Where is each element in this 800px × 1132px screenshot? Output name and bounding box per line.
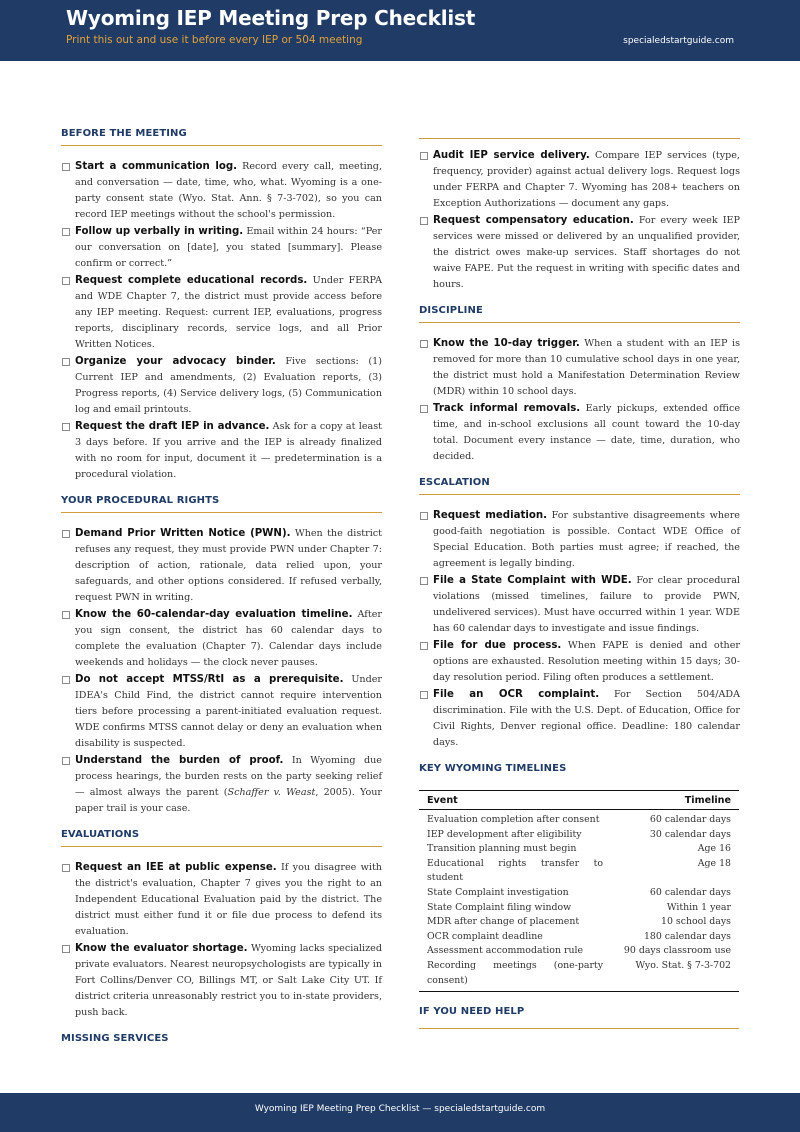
checklist-item bbox=[61, 159, 382, 223]
page-header bbox=[0, 0, 800, 61]
checkbox[interactable] bbox=[420, 340, 428, 348]
item-body: Under FERPA and WDE Chapter 7, the district must provide access before any IEP meeting. Request: current IEP, evaluations, progress reports, disciplinary records, service logs, and all Prior Written Notices. bbox=[75, 275, 382, 350]
item-head: Demand Prior Written Notice (PWN). bbox=[75, 528, 291, 539]
checklist-item bbox=[61, 941, 382, 1021]
item-body: Record every call, meeting, and conversation — date, time, who, what. Wyoming is a one-party consent state (Wyo. Stat. Ann. § 7-3-702), so you can record IEP meetings without the school's permission. bbox=[75, 161, 383, 220]
checklist-item bbox=[419, 573, 740, 637]
right-column bbox=[419, 138, 740, 1029]
page-subtitle: Print this out and use it before every IEP or 504 meeting bbox=[66, 34, 363, 46]
cell-timeline: Wyo. Stat. § 7-3-702 bbox=[635, 959, 731, 971]
cell-event: Recording meetings (one-party consent) bbox=[427, 959, 603, 986]
item-head: Request mediation. bbox=[433, 510, 547, 521]
cell-event: MDR after change of placement bbox=[427, 916, 580, 928]
checklist-item bbox=[61, 526, 382, 606]
checklist-item bbox=[419, 213, 740, 293]
checkbox[interactable] bbox=[62, 163, 70, 171]
header-site-link[interactable]: specialedstartguide.com bbox=[623, 36, 734, 46]
checkbox[interactable] bbox=[62, 864, 70, 872]
cell-event: Assessment accommodation rule bbox=[427, 945, 584, 957]
item-body: For clear procedural violations (missed timelines, failure to provide PWN, undelivered services). Must have occurred within 1 year. WDE has 60 calendar days to investigate and issue findings. bbox=[433, 575, 740, 634]
cell-timeline: 180 calendar days bbox=[643, 930, 731, 942]
checklist-item bbox=[419, 687, 740, 751]
checklist-item bbox=[61, 354, 382, 418]
section-title-escalation: ESCALATION bbox=[419, 477, 740, 495]
table-row bbox=[419, 901, 739, 916]
item-body: Ask for a copy at least 3 days before. If you arrive and the IEP is already finalized with no room for input, document it — predetermination is a procedural violation. bbox=[75, 421, 382, 480]
item-head: Understand the burden of proof. bbox=[75, 755, 284, 766]
page-footer bbox=[0, 1093, 800, 1132]
checkbox[interactable] bbox=[420, 405, 428, 413]
checkbox[interactable] bbox=[62, 228, 70, 236]
section-title-missing-services: MISSING SERVICES bbox=[61, 1033, 169, 1044]
checkbox[interactable] bbox=[62, 611, 70, 619]
checklist-item bbox=[61, 672, 382, 752]
item-head: Organize your advocacy binder. bbox=[75, 356, 276, 367]
checklist-item bbox=[61, 607, 382, 671]
item-head: Know the 10-day trigger. bbox=[433, 338, 580, 349]
table-row bbox=[419, 944, 739, 959]
table-row bbox=[419, 959, 739, 988]
item-head: Follow up verbally in writing. bbox=[75, 226, 244, 237]
checklist-item bbox=[419, 638, 740, 686]
item-body: For substantive disagreements where good-faith negotiation is possible. Contact WDE Office of Special Education. Both parties must agree; if reached, the agreement is legally binding. bbox=[433, 510, 740, 569]
item-body: Early pickups, extended office time, and in-school exclusions all count toward the 10-day total. Document every instance — date, time, duration, who decided. bbox=[433, 403, 741, 462]
item-head: Start a communication log. bbox=[75, 161, 238, 172]
checklist-item bbox=[61, 273, 382, 353]
table-header bbox=[419, 791, 739, 810]
cell-timeline: 90 days classroom use bbox=[623, 945, 731, 957]
table-row bbox=[419, 930, 739, 945]
section-title-timelines: KEY WYOMING TIMELINES bbox=[419, 763, 567, 774]
checklist-item bbox=[419, 401, 740, 465]
checkbox[interactable] bbox=[62, 945, 70, 953]
item-body: When a student with an IEP is removed for more than 10 cumulative school days in one year, the district must hold a Manifestation Determination Review (MDR) within 10 school days. bbox=[433, 338, 740, 397]
checklist-item bbox=[419, 336, 740, 400]
item-head: Audit IEP service delivery. bbox=[433, 150, 590, 161]
checklist-item bbox=[61, 419, 382, 483]
item-body: For Section 504/ADA discrimination. File with the U.S. Dept. of Education, Office for Civil Rights, Denver regional office. Deadline: 180 calendar days. bbox=[433, 689, 740, 748]
timelines-table bbox=[419, 790, 739, 992]
item-body: When the district refuses any request, they must provide PWN under Chapter 7: description of action, rationale, data relied upon, your safeguards, and other options considered. If refused verbally, request PWN in writing. bbox=[75, 528, 382, 603]
footer-text: Wyoming IEP Meeting Prep Checklist — specialedstartguide.com bbox=[254, 1104, 546, 1114]
checkbox[interactable] bbox=[62, 676, 70, 684]
checkbox[interactable] bbox=[420, 217, 428, 225]
table-row bbox=[419, 813, 739, 828]
item-head: Track informal removals. bbox=[433, 403, 581, 414]
item-body-text: , 2005). Your paper trail is your case. bbox=[75, 787, 382, 814]
cell-event: State Complaint investigation bbox=[427, 886, 569, 898]
cell-timeline: 30 calendar days bbox=[649, 828, 731, 840]
item-head: Request the draft IEP in advance. bbox=[75, 421, 270, 432]
item-body: Five sections: (1) Current IEP and amendments, (2) Evaluation reports, (3) Progress reports, (4) Service delivery logs, (5) Communication log and email printouts. bbox=[75, 356, 382, 415]
checkbox[interactable] bbox=[62, 530, 70, 538]
cell-timeline: 10 school days bbox=[661, 916, 731, 928]
checkbox[interactable] bbox=[62, 423, 70, 431]
section-title-rights: YOUR PROCEDURAL RIGHTS bbox=[61, 495, 382, 513]
table-body bbox=[419, 810, 739, 991]
item-head: File for due process. bbox=[433, 640, 562, 651]
checkbox[interactable] bbox=[420, 642, 428, 650]
checkbox[interactable] bbox=[62, 757, 70, 765]
cell-event: Evaluation completion after consent bbox=[427, 814, 600, 825]
cell-timeline: Age 18 bbox=[697, 857, 731, 869]
checklist-item bbox=[419, 148, 740, 212]
item-head: File a State Complaint with WDE. bbox=[433, 575, 632, 586]
checklist-item bbox=[61, 753, 382, 817]
item-body: After you sign consent, the district has 60 calendar days to complete the evaluation (Chapter 7). Calendar days include weekends and holidays — the clock never pauses. bbox=[75, 609, 382, 668]
item-body: Email within 24 hours: “Per our conversation on [date], you stated [summary]. Please confirm or correct.” bbox=[75, 226, 382, 269]
table-row bbox=[419, 828, 739, 843]
cell-timeline: Within 1 year bbox=[666, 901, 731, 913]
checkbox[interactable] bbox=[62, 358, 70, 366]
item-head: Do not accept MTSS/RtI as a prerequisite. bbox=[75, 674, 344, 685]
section-divider bbox=[419, 1028, 739, 1029]
page-title: Wyoming IEP Meeting Prep Checklist bbox=[66, 6, 476, 30]
item-body: When FAPE is denied and other options are exhausted. Resolution meeting within 15 days; 30-day resolution period. Filing often produces a settlement. bbox=[433, 640, 740, 683]
table-row bbox=[419, 886, 739, 901]
cell-event: State Complaint filing window bbox=[427, 901, 572, 913]
item-body: For every week IEP services were missed or delivered by an unqualified provider, the district owes make-up services. Staff shortages do not waive FAPE. Put the request in writing with specific dates and hours. bbox=[433, 215, 740, 290]
table-row bbox=[419, 842, 739, 857]
left-column bbox=[61, 128, 382, 1050]
column-header-event: Event bbox=[427, 795, 458, 806]
item-head: Request complete educational records. bbox=[75, 275, 308, 286]
item-head: Know the evaluator shortage. bbox=[75, 943, 248, 954]
checklist-item bbox=[419, 508, 740, 572]
cell-event: OCR complaint deadline bbox=[427, 930, 543, 942]
checklist-item bbox=[61, 224, 382, 272]
table-row bbox=[419, 915, 739, 930]
case-citation: Schaffer v. Weast bbox=[227, 787, 316, 798]
item-body-text: In Wyoming due process hearings, the burden rests on the party seeking relief — almost always the parent ( bbox=[75, 755, 382, 798]
cell-timeline: Age 16 bbox=[697, 843, 731, 855]
checkbox[interactable] bbox=[420, 152, 428, 160]
table-row bbox=[419, 857, 739, 886]
checkbox[interactable] bbox=[420, 577, 428, 585]
checklist-item bbox=[61, 860, 382, 940]
section-divider bbox=[419, 138, 740, 139]
item-head: File an OCR complaint. bbox=[433, 689, 600, 700]
section-title-discipline: DISCIPLINE bbox=[419, 305, 740, 323]
column-header-timeline: Timeline bbox=[684, 795, 731, 806]
item-head: Request compensatory education. bbox=[433, 215, 634, 226]
cell-timeline: 60 calendar days bbox=[649, 886, 731, 898]
cell-timeline: 60 calendar days bbox=[649, 814, 731, 825]
cell-event: Transition planning must begin bbox=[427, 843, 577, 855]
cell-event: IEP development after eligibility bbox=[427, 828, 582, 840]
checkbox[interactable] bbox=[420, 512, 428, 520]
section-title-help: IF YOU NEED HELP bbox=[419, 1006, 525, 1018]
checkbox[interactable] bbox=[420, 691, 428, 699]
item-body: If you disagree with the district's evaluation, Chapter 7 gives you the right to an Independent Educational Evaluation paid by the district. The district must either fund it or file due process to defend its evaluation. bbox=[75, 862, 382, 937]
cell-event: Educational rights transfer to student bbox=[427, 857, 603, 884]
item-body: Under IDEA's Child Find, the district cannot require intervention tiers before processing a parent-initiated evaluation request. WDE confirms MTSS cannot delay or deny an evaluation when disability is suspected. bbox=[75, 674, 382, 749]
section-title-evaluations: EVALUATIONS bbox=[61, 829, 382, 847]
section-title-before: BEFORE THE MEETING bbox=[61, 128, 382, 146]
checkbox[interactable] bbox=[62, 277, 70, 285]
item-head: Request an IEE at public expense. bbox=[75, 862, 277, 873]
item-body: Compare IEP services (type, frequency, provider) against actual delivery logs. Request logs under FERPA and Chapter 7. Wyoming has 208+ teachers on Exception Authorizations — document any gaps. bbox=[433, 150, 740, 209]
item-body: Wyoming lacks specialized private evaluators. Nearest neuropsychologists are typically in Fort Collins/Denver CO, Billings MT, or Salt Lake City UT. If district criteria unreasonably restrict you to in-state providers, push back. bbox=[75, 943, 382, 1018]
item-head: Know the 60-calendar-day evaluation timeline. bbox=[75, 609, 353, 620]
